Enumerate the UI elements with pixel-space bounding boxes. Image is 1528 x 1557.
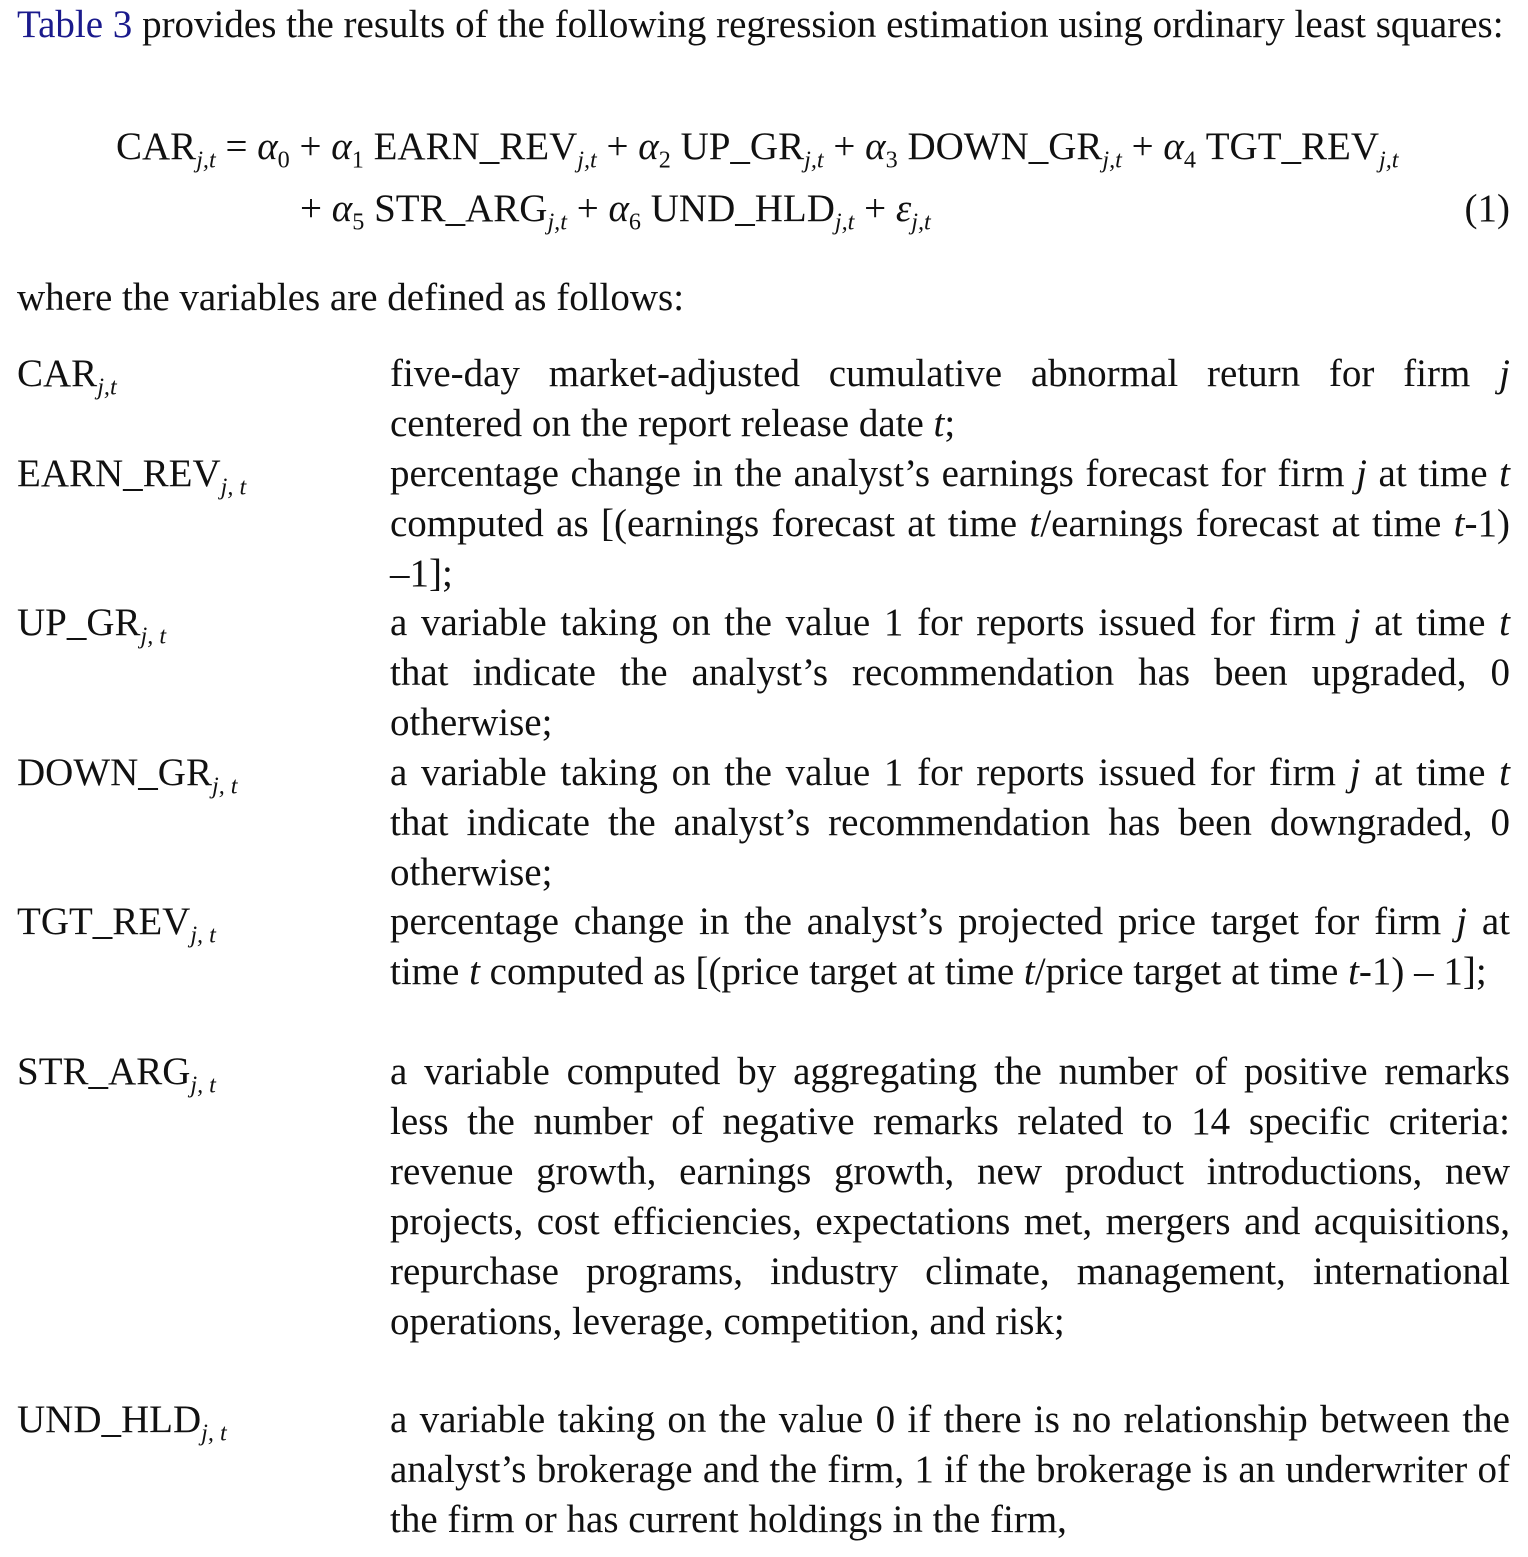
definition-term-name: UND_HLD [17,1398,202,1441]
definition-text: percentage change in the analyst’s projected price target for firm j at time t computed as [(price target at time t/price target at time t-1) – 1]; [390,900,1510,993]
definition-term-subscript: j, t [190,921,216,949]
equation-subscript: j,t [804,146,824,174]
definition-text: a variable taking on the value 1 for reports issued for firm j at time t that indicate the analyst’s recommendation has been upgraded, 0 otherwise; [390,601,1510,744]
definition-term [17,897,216,947]
equation-term [670,125,824,174]
equation-variable: EARN_REV [363,125,578,168]
definition-term [17,1395,227,1445]
equation-operator: + [596,125,639,168]
definition-term [17,598,166,648]
equation-subscript: 5 [352,208,365,236]
definition-term-name: EARN_REV [17,452,221,495]
equation-operator: + [823,125,866,168]
equation-operator: + [1121,125,1164,168]
equation-subscript: j,t [196,146,216,174]
equation-variable: DOWN_GR [897,125,1103,168]
definition-italic: j [1356,452,1367,495]
equation-variable: UP_GR [670,125,805,168]
equation-subscript: j,t [547,208,567,236]
definition-term-name: DOWN_GR [17,751,212,794]
definition-term-subscript: j, t [211,772,238,800]
definition-italic: j [1456,900,1467,943]
definition-term [17,349,117,399]
equation-term [865,125,898,174]
definition-italic: t [1029,502,1041,545]
definition-italic: j [1349,601,1361,644]
equation-subscript: 6 [628,208,642,236]
equation-greek-symbol: α [331,187,353,230]
equation-term [331,187,365,236]
definition-italic: t [1023,950,1035,993]
intro-text: provides the results of the following regression estimation using ordinary least squares: [132,3,1504,46]
equation-number: (1) [1464,187,1510,230]
definition-term-name: CAR [17,352,98,395]
definition-text: five-day market-adjusted cumulative abnormal return for firm j centered on the report release date t; [390,352,1510,445]
definition-term [17,748,238,798]
definition-italic: j [1499,352,1510,395]
equation-variable: TGT_REV [1195,125,1380,168]
definition-term [17,449,246,499]
definition-italic: j [1349,751,1361,794]
equation-operator: = [215,125,258,168]
definition-italic: t [1348,950,1359,993]
equation-term [641,187,855,236]
equation-greek-symbol: α [331,125,352,168]
table-3-link[interactable]: Table 3 [17,3,133,46]
equation-variable: CAR [116,125,197,168]
equation-subscript: 4 [1183,146,1196,174]
equation-variable: STR_ARG [364,187,548,230]
definition-term-subscript: j, t [201,1419,227,1447]
equation-subscript: 0 [277,146,290,174]
definition-text: a variable computed by aggregating the number of positive remarks less the number of negative remarks related to 14 specific criteria: revenue growth, earnings growth, new product introductions, new projects, cost efficiencies, expectations met, mergers and acquisitions, repurchase programs, industry climate, management, international operations, leverage, competition, and risk; [390,1050,1510,1343]
equation-term [1163,125,1196,174]
equation-operator: + [300,187,332,230]
equation-subscript: 2 [658,146,671,174]
equation-variable: UND_HLD [641,187,835,230]
equation-term [257,125,290,174]
definition-term-subscript: j,t [97,373,117,401]
equation-greek-symbol: α [257,125,278,168]
equation-operator: + [854,187,896,230]
equation-subscript: 3 [885,146,898,174]
equation-term [1195,125,1399,174]
equation-subscript: j,t [911,208,931,236]
intro-paragraph [17,0,1512,50]
where-text: where the variables are defined as follows: [17,276,685,319]
equation-term [363,125,597,174]
equation-line-2 [300,184,931,234]
equation-term [116,125,216,174]
equation-term [364,187,567,236]
definition-italic: t [1499,751,1510,794]
equation-greek-symbol: α [1163,125,1184,168]
equation-term [608,187,642,236]
equation-term [897,125,1122,174]
definition-term-name: STR_ARG [17,1050,191,1093]
equation-greek-symbol: α [638,125,659,168]
equation-greek-symbol: α [608,187,629,230]
definition-text: a variable taking on the value 1 for reports issued for firm j at time t that indicate the analyst’s recommendation has been downgraded, 0 otherwise; [390,751,1510,894]
definition-term-subscript: j, t [190,1071,216,1099]
equation-greek-symbol: ε [895,187,912,230]
equation-operator: + [289,125,332,168]
definition-italic: t [1499,452,1510,495]
definition-text: a variable taking on the value 0 if there is no relationship between the analyst’s brokerage and the firm, 1 if the brokerage is an underwriter of the firm or has current holdings in the firm, [390,1398,1510,1541]
definition-term-subscript: j, t [220,473,247,501]
equation-subscript: j,t [834,208,855,236]
definition-italic: t [1499,601,1510,644]
equation-term [331,125,364,174]
equation-subscript: 1 [351,146,364,174]
definition-term [17,1047,216,1097]
definition-text: percentage change in the analyst’s earnings forecast for firm j at time t computed as [(earnings forecast at time t/earnings forecast at time t-1) –1]; [390,452,1510,595]
equation-subscript: j,t [1102,146,1122,174]
equation-greek-symbol: α [865,125,886,168]
equation-operator: + [566,187,609,230]
definition-italic: t [933,402,945,445]
equation-subscript: j,t [577,146,597,174]
equation-term [638,125,671,174]
definition-term-name: TGT_REV [17,900,191,943]
definition-term-name: UP_GR [17,601,141,644]
equation-term [895,187,931,236]
definition-italic: t [1453,502,1465,545]
equation-line-1 [116,122,1399,172]
definition-term-subscript: j, t [140,622,167,650]
equation-subscript: j,t [1379,146,1399,174]
definition-italic: t [469,950,480,993]
